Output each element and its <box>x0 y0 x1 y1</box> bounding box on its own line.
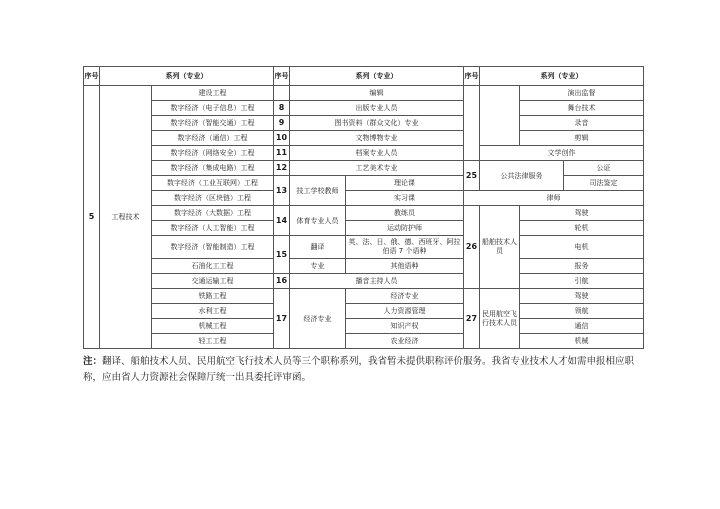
list-item: 民用航空飞行技术人员 <box>480 289 520 349</box>
table-row <box>84 101 644 116</box>
row-number: 15 <box>274 236 290 274</box>
list-item: 数字经济（电子信息）工程 <box>152 101 274 116</box>
footnote-text: 翻译、船舶技术人员、民用航空飞行技术人员等三个职称系列，我省暂未提供职称评价服务。我省专业技术人才如需申报相应职称，应由省人力资源社会保障厅统一出具委托评审函。 <box>83 356 635 383</box>
list-item: 数字经济（智能交通）工程 <box>152 116 274 131</box>
list-item: 铁路工程 <box>152 289 274 304</box>
cell-empty <box>464 86 480 161</box>
list-item: 数字经济（人工智能）工程 <box>152 221 274 236</box>
list-item: 经济专业 <box>290 289 346 349</box>
list-item: 数字经济（区块链）工程 <box>152 191 274 206</box>
header-series-3: 系列（专业） <box>480 67 644 86</box>
list-item: 律师 <box>464 191 644 206</box>
header-no-2: 序号 <box>274 67 290 86</box>
row-number: 14 <box>274 206 290 236</box>
list-item: 数字经济（通信）工程 <box>152 131 274 146</box>
cell-empty <box>274 86 290 101</box>
list-item: 翻译 <box>290 236 346 259</box>
row-number: 25 <box>464 161 480 191</box>
list-item: 农业经济 <box>346 334 464 349</box>
list-item: 轻工工程 <box>152 334 274 349</box>
list-item: 交通运输工程 <box>152 274 274 289</box>
table-row <box>84 161 644 176</box>
row-number: 26 <box>464 206 480 289</box>
list-item: 引航 <box>520 274 644 289</box>
row-number: 12 <box>274 161 290 176</box>
table-row <box>84 274 644 289</box>
list-item: 领航 <box>520 304 644 319</box>
list-item: 电机 <box>520 236 644 259</box>
list-item: 机械工程 <box>152 319 274 334</box>
table-row <box>84 116 644 131</box>
list-item: 数字经济（大数据）工程 <box>152 206 274 221</box>
list-item: 驾驶 <box>520 206 644 221</box>
row-number: 17 <box>274 289 290 349</box>
table-row <box>84 236 644 259</box>
table-row <box>84 206 644 221</box>
list-item: 公证 <box>564 161 644 176</box>
table-header-row <box>84 67 644 86</box>
list-item: 运动防护师 <box>346 221 464 236</box>
list-item: 理论课 <box>346 176 464 191</box>
list-item: 编辑 <box>290 86 464 101</box>
list-item: 知识产权 <box>346 319 464 334</box>
table-row <box>84 334 644 349</box>
table-row <box>84 304 644 319</box>
header-series-2: 系列（专业） <box>290 67 464 86</box>
row-number: 16 <box>274 274 290 289</box>
list-item: 工艺美术专业 <box>290 161 464 176</box>
row-number: 13 <box>274 176 290 206</box>
table-row <box>84 146 644 161</box>
table-row <box>84 319 644 334</box>
list-item: 船舶技术人员 <box>480 206 520 289</box>
row-number: 27 <box>464 289 480 349</box>
table-row <box>84 191 644 206</box>
header-no-3: 序号 <box>464 67 480 86</box>
list-item: 演出监督 <box>520 86 644 101</box>
list-item: 录音 <box>520 116 644 131</box>
list-item: 其他语种 <box>346 259 464 274</box>
list-item: 剪辑 <box>520 131 644 146</box>
list-item: 档案专业人员 <box>290 146 464 161</box>
row-number: 10 <box>274 131 290 146</box>
list-item: 出版专业人员 <box>290 101 464 116</box>
list-item: 专业 <box>290 259 346 274</box>
list-item: 体育专业人员 <box>290 206 346 236</box>
footnote-label: 注： <box>83 356 103 367</box>
list-item: 建设工程 <box>152 86 274 101</box>
list-item: 机械 <box>520 334 644 349</box>
row-number: 11 <box>274 146 290 161</box>
row-number: 8 <box>274 101 290 116</box>
table-row <box>84 221 644 236</box>
list-item: 文学创作 <box>480 146 644 161</box>
list-item: 数字经济（智能制造）工程 <box>152 236 274 259</box>
footnote <box>83 354 648 386</box>
row-number: 9 <box>274 116 290 131</box>
list-item: 数字经济（集成电路）工程 <box>152 161 274 176</box>
header-no-1: 序号 <box>84 67 100 86</box>
table-row <box>84 289 644 304</box>
list-item: 驾驶 <box>520 289 644 304</box>
group-name: 工程技术 <box>100 86 152 349</box>
list-item: 图书资料（群众文化）专业 <box>290 116 464 131</box>
group-number: 5 <box>84 86 100 349</box>
list-item: 司法鉴定 <box>564 176 644 191</box>
title-series-table <box>83 66 644 349</box>
table-row <box>84 259 644 274</box>
list-item: 轮机 <box>520 221 644 236</box>
list-item: 文物博物专业 <box>290 131 464 146</box>
list-item: 实习课 <box>346 191 464 206</box>
list-item: 舞台技术 <box>520 101 644 116</box>
list-item: 数字经济（网络安全）工程 <box>152 146 274 161</box>
list-item: 石油化工工程 <box>152 259 274 274</box>
table-row <box>84 131 644 146</box>
list-item: 人力资源管理 <box>346 304 464 319</box>
list-item: 数字经济（工业互联网）工程 <box>152 176 274 191</box>
list-item: 报务 <box>520 259 644 274</box>
header-series-1: 系列（专业） <box>100 67 274 86</box>
list-item: 水利工程 <box>152 304 274 319</box>
list-item: 播音主持人员 <box>290 274 464 289</box>
list-item: 英、法、日、俄、德、西班牙、阿拉伯语 7 个语种 <box>346 236 464 259</box>
table-row <box>84 86 644 101</box>
list-item: 技工学校教师 <box>290 176 346 206</box>
list-item: 通信 <box>520 319 644 334</box>
list-item: 教练员 <box>346 206 464 221</box>
cell-empty <box>480 86 520 146</box>
list-item: 公共法律服务 <box>480 161 564 191</box>
list-item: 经济专业 <box>346 289 464 304</box>
